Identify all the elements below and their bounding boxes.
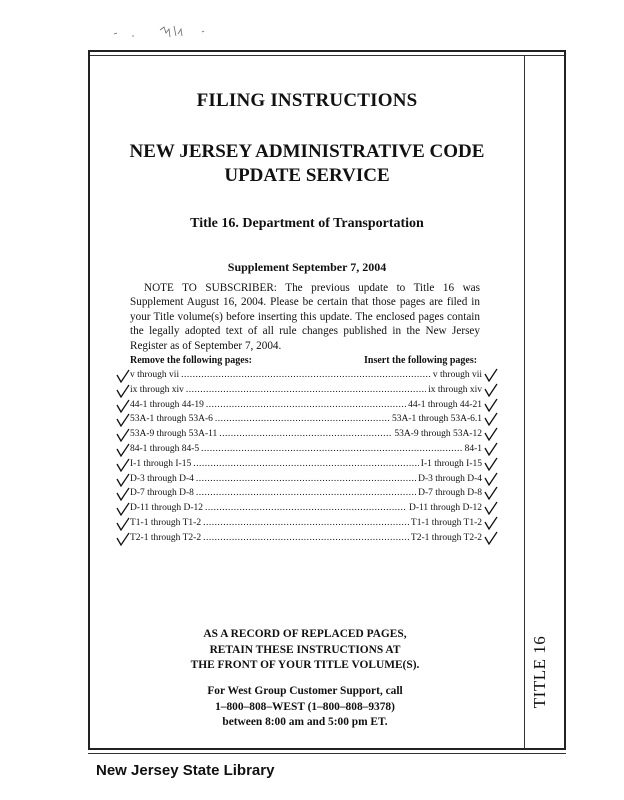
insert-range: v through vii <box>432 370 482 380</box>
department-heading: Title 16. Department of Transportation <box>190 216 424 231</box>
checkmark-icon <box>116 384 130 398</box>
code-title-line-1: NEW JERSEY ADMINISTRATIVE CODE <box>129 141 485 162</box>
checkmark-icon <box>484 472 498 486</box>
checkmark-icon <box>116 473 130 487</box>
code-title-line-2: UPDATE SERVICE <box>224 165 390 186</box>
insert-range: 53A-1 through 53A-6.1 <box>392 414 482 425</box>
spine-label-text: TITLE 16 <box>530 635 550 709</box>
record-notice <box>130 627 480 674</box>
page-replacement-list <box>130 368 482 546</box>
support-phone: 1–800–808–WEST (1–800–808–9378) <box>215 700 395 713</box>
checkmark-icon <box>484 398 498 412</box>
insert-range: T2-1 through T2-2 <box>410 532 482 543</box>
list-item <box>130 472 482 487</box>
list-item <box>130 516 482 531</box>
insert-range: D-3 through D-4 <box>418 473 482 484</box>
page-frame-bottom-inner <box>88 753 566 754</box>
checkmark-icon <box>116 369 130 383</box>
library-stamp: New Jersey State Library <box>96 762 275 779</box>
remove-range: I-1 through I-15 <box>130 458 192 469</box>
remove-range: 53A-1 through 53A-6 <box>130 414 213 425</box>
customer-support-info <box>130 684 480 731</box>
checkmark-icon <box>116 399 130 413</box>
insert-range: ix through xiv <box>428 384 482 395</box>
support-line-1: For West Group Customer Support, call <box>207 685 403 697</box>
insert-range: 44-1 through 44-21 <box>408 399 482 410</box>
list-item <box>130 412 482 427</box>
checkmark-icon <box>484 427 498 441</box>
checkmark-icon <box>484 531 498 545</box>
support-hours: between 8:00 am and 5:00 pm ET. <box>222 716 388 728</box>
scan-mark <box>112 22 222 46</box>
list-item <box>130 383 482 398</box>
checkmark-icon <box>116 502 130 516</box>
record-line-3: THE FRONT OF YOUR TITLE VOLUME(S). <box>190 659 420 671</box>
list-item <box>130 531 482 546</box>
checkmark-icon <box>484 501 498 515</box>
insert-range: T1-1 through T1-2 <box>410 517 482 528</box>
checkmark-icon <box>116 413 130 427</box>
list-item <box>130 442 482 457</box>
list-item <box>130 427 482 442</box>
insert-pages-heading: Insert the following pages: <box>364 355 478 366</box>
remove-range: 84-1 through 84-5 <box>130 443 200 454</box>
checkmark-icon <box>116 487 130 501</box>
remove-range: 53A-9 through 53A-11 <box>130 429 218 440</box>
remove-range: 44-1 through 44-19 <box>130 399 204 410</box>
remove-range: ix through xiv <box>130 384 184 395</box>
remove-pages-heading: Remove the following pages: <box>130 355 252 366</box>
record-line-2: RETAIN THESE INSTRUCTIONS AT <box>209 643 401 656</box>
list-item <box>130 501 482 516</box>
document-title: FILING INSTRUCTIONS <box>196 90 418 111</box>
checkmark-icon <box>116 517 130 531</box>
remove-range: T2-1 through T2-2 <box>130 532 202 543</box>
page-frame-bottom <box>88 748 566 750</box>
page-frame-top-inner <box>88 55 566 56</box>
checkmark-icon <box>484 412 498 426</box>
page-frame-top <box>88 50 566 52</box>
checkmark-icon <box>484 486 498 500</box>
insert-range: 84-1 <box>464 443 482 454</box>
list-item <box>130 457 482 472</box>
checkmark-icon <box>484 368 498 382</box>
remove-range: T1-1 through T1-2 <box>130 517 202 528</box>
insert-range: I-1 through I-15 <box>420 458 482 469</box>
insert-range: D-11 through D-12 <box>409 503 482 514</box>
remove-range: D-7 through D-8 <box>130 488 194 499</box>
checkmark-icon <box>116 428 130 442</box>
list-item <box>130 398 482 413</box>
remove-range: v through vii <box>130 370 180 380</box>
list-item <box>130 486 482 501</box>
code-title <box>90 140 524 188</box>
list-item <box>130 368 482 383</box>
checkmark-icon <box>484 457 498 471</box>
record-line-1: AS A RECORD OF REPLACED PAGES, <box>203 628 407 640</box>
checkmark-icon <box>116 532 130 546</box>
checkmark-icon <box>116 458 130 472</box>
subscriber-note: NOTE TO SUBSCRIBER: The previous update to Title 16 was Supplement August 16, 2004. Please be certain that those pages are filed in your Title volume(s) before inserting this update. The enclosed pages contain the legally adopted text of all rule changes published in the New Jersey Register as of September 7, 2004. <box>130 282 480 352</box>
remove-range: D-3 through D-4 <box>130 473 194 484</box>
remove-range: D-11 through D-12 <box>130 503 203 514</box>
checkmark-icon <box>116 443 130 457</box>
checkmark-icon <box>484 516 498 530</box>
spine-label <box>520 635 570 709</box>
supplement-date: Supplement September 7, 2004 <box>227 260 387 274</box>
checkmark-icon <box>484 442 498 456</box>
insert-range: D-7 through D-8 <box>418 488 482 499</box>
checkmark-icon <box>484 383 498 397</box>
insert-range: 53A-9 through 53A-12 <box>394 429 482 440</box>
